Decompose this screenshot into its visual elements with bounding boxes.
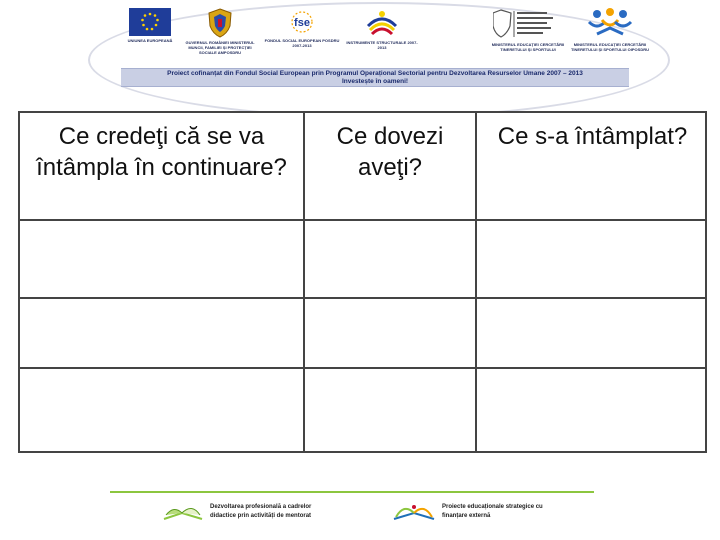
table-cell-row1-prediction[interactable] xyxy=(20,221,303,297)
open-book-colorful-icon xyxy=(392,501,436,523)
logo-caption: MINISTERUL EDUCAȚIEI CERCETĂRII TINERETULUI ȘI SPORTULUI xyxy=(491,42,565,52)
logo-caption: INSTRUMENTE STRUCTURALE 2007-2013 xyxy=(346,40,418,50)
banner-line-2: Investește în oameni! xyxy=(341,78,409,85)
romania-coat-of-arms-logo xyxy=(180,8,260,66)
table-cell-row1-evidence[interactable] xyxy=(305,221,475,297)
svg-text:fse: fse xyxy=(294,17,310,29)
instrumente-structurale-logo xyxy=(342,8,422,66)
header-cell-prediction: Ce credeţi că se va întâmpla în continuare? xyxy=(36,123,287,181)
footer-divider xyxy=(110,491,594,493)
header-logo-strip xyxy=(110,8,655,66)
footer-project-right xyxy=(392,499,552,525)
fse-logo xyxy=(262,8,342,66)
logo-caption: UNIUNEA EUROPEANĂ xyxy=(127,38,173,43)
prediction-table xyxy=(18,111,707,453)
eu-flag-logo xyxy=(110,8,190,66)
table-cell-row2-evidence[interactable] xyxy=(305,299,475,367)
coat-of-arms-icon xyxy=(207,8,233,38)
header-cell-evidence: Ce dovezi aveţi? xyxy=(336,123,444,181)
eu-flag-icon xyxy=(129,8,171,36)
table-cell-row3-outcome[interactable] xyxy=(477,369,705,451)
banner-line-1: Proiect cofinanțat din Fondul Social European prin Programul Operațional Sectorial pentru Dezvoltarea Resurselor Umane 2007 – 2013 xyxy=(167,70,583,77)
project-banner xyxy=(121,68,629,87)
table-cell-row2-prediction[interactable] xyxy=(20,299,303,367)
table-cell-row3-prediction[interactable] xyxy=(20,369,303,451)
logo-caption: FONDUL SOCIAL EUROPEAN POSDRU 2007-2013 xyxy=(264,38,340,48)
table-cell-row2-outcome[interactable] xyxy=(477,299,705,367)
people-group-icon xyxy=(587,8,633,40)
oipostdru-logo xyxy=(570,8,650,66)
footer-project-left xyxy=(162,499,342,525)
table-cell-row1-outcome[interactable] xyxy=(477,221,705,297)
open-book-icon xyxy=(162,501,204,523)
footer-right-text: Proiecte educaționale strategice cu finanțare externă xyxy=(442,504,543,519)
ministry-education-logo xyxy=(490,8,566,66)
footer-left-text: Dezvoltarea profesională a cadrelor didactice prin activități de mentorat xyxy=(210,504,312,519)
logo-caption: GUVERNUL ROMÂNIEI MINISTERUL MUNCII, FAMILIEI ȘI PROTECȚIEI SOCIALE AMPOSDRU xyxy=(185,40,255,55)
instrumente-structurale-icon xyxy=(364,8,400,38)
ministry-crest-icon xyxy=(493,8,563,40)
header-cell-outcome: Ce s-a întâmplat? xyxy=(497,123,688,150)
fse-icon xyxy=(282,8,322,36)
table-cell-row3-evidence[interactable] xyxy=(305,369,475,451)
logo-caption: MINISTERUL EDUCAȚIEI CERCETĂRII TINERETULUI ȘI SPORTULUI OIPOSDRU xyxy=(570,42,649,52)
